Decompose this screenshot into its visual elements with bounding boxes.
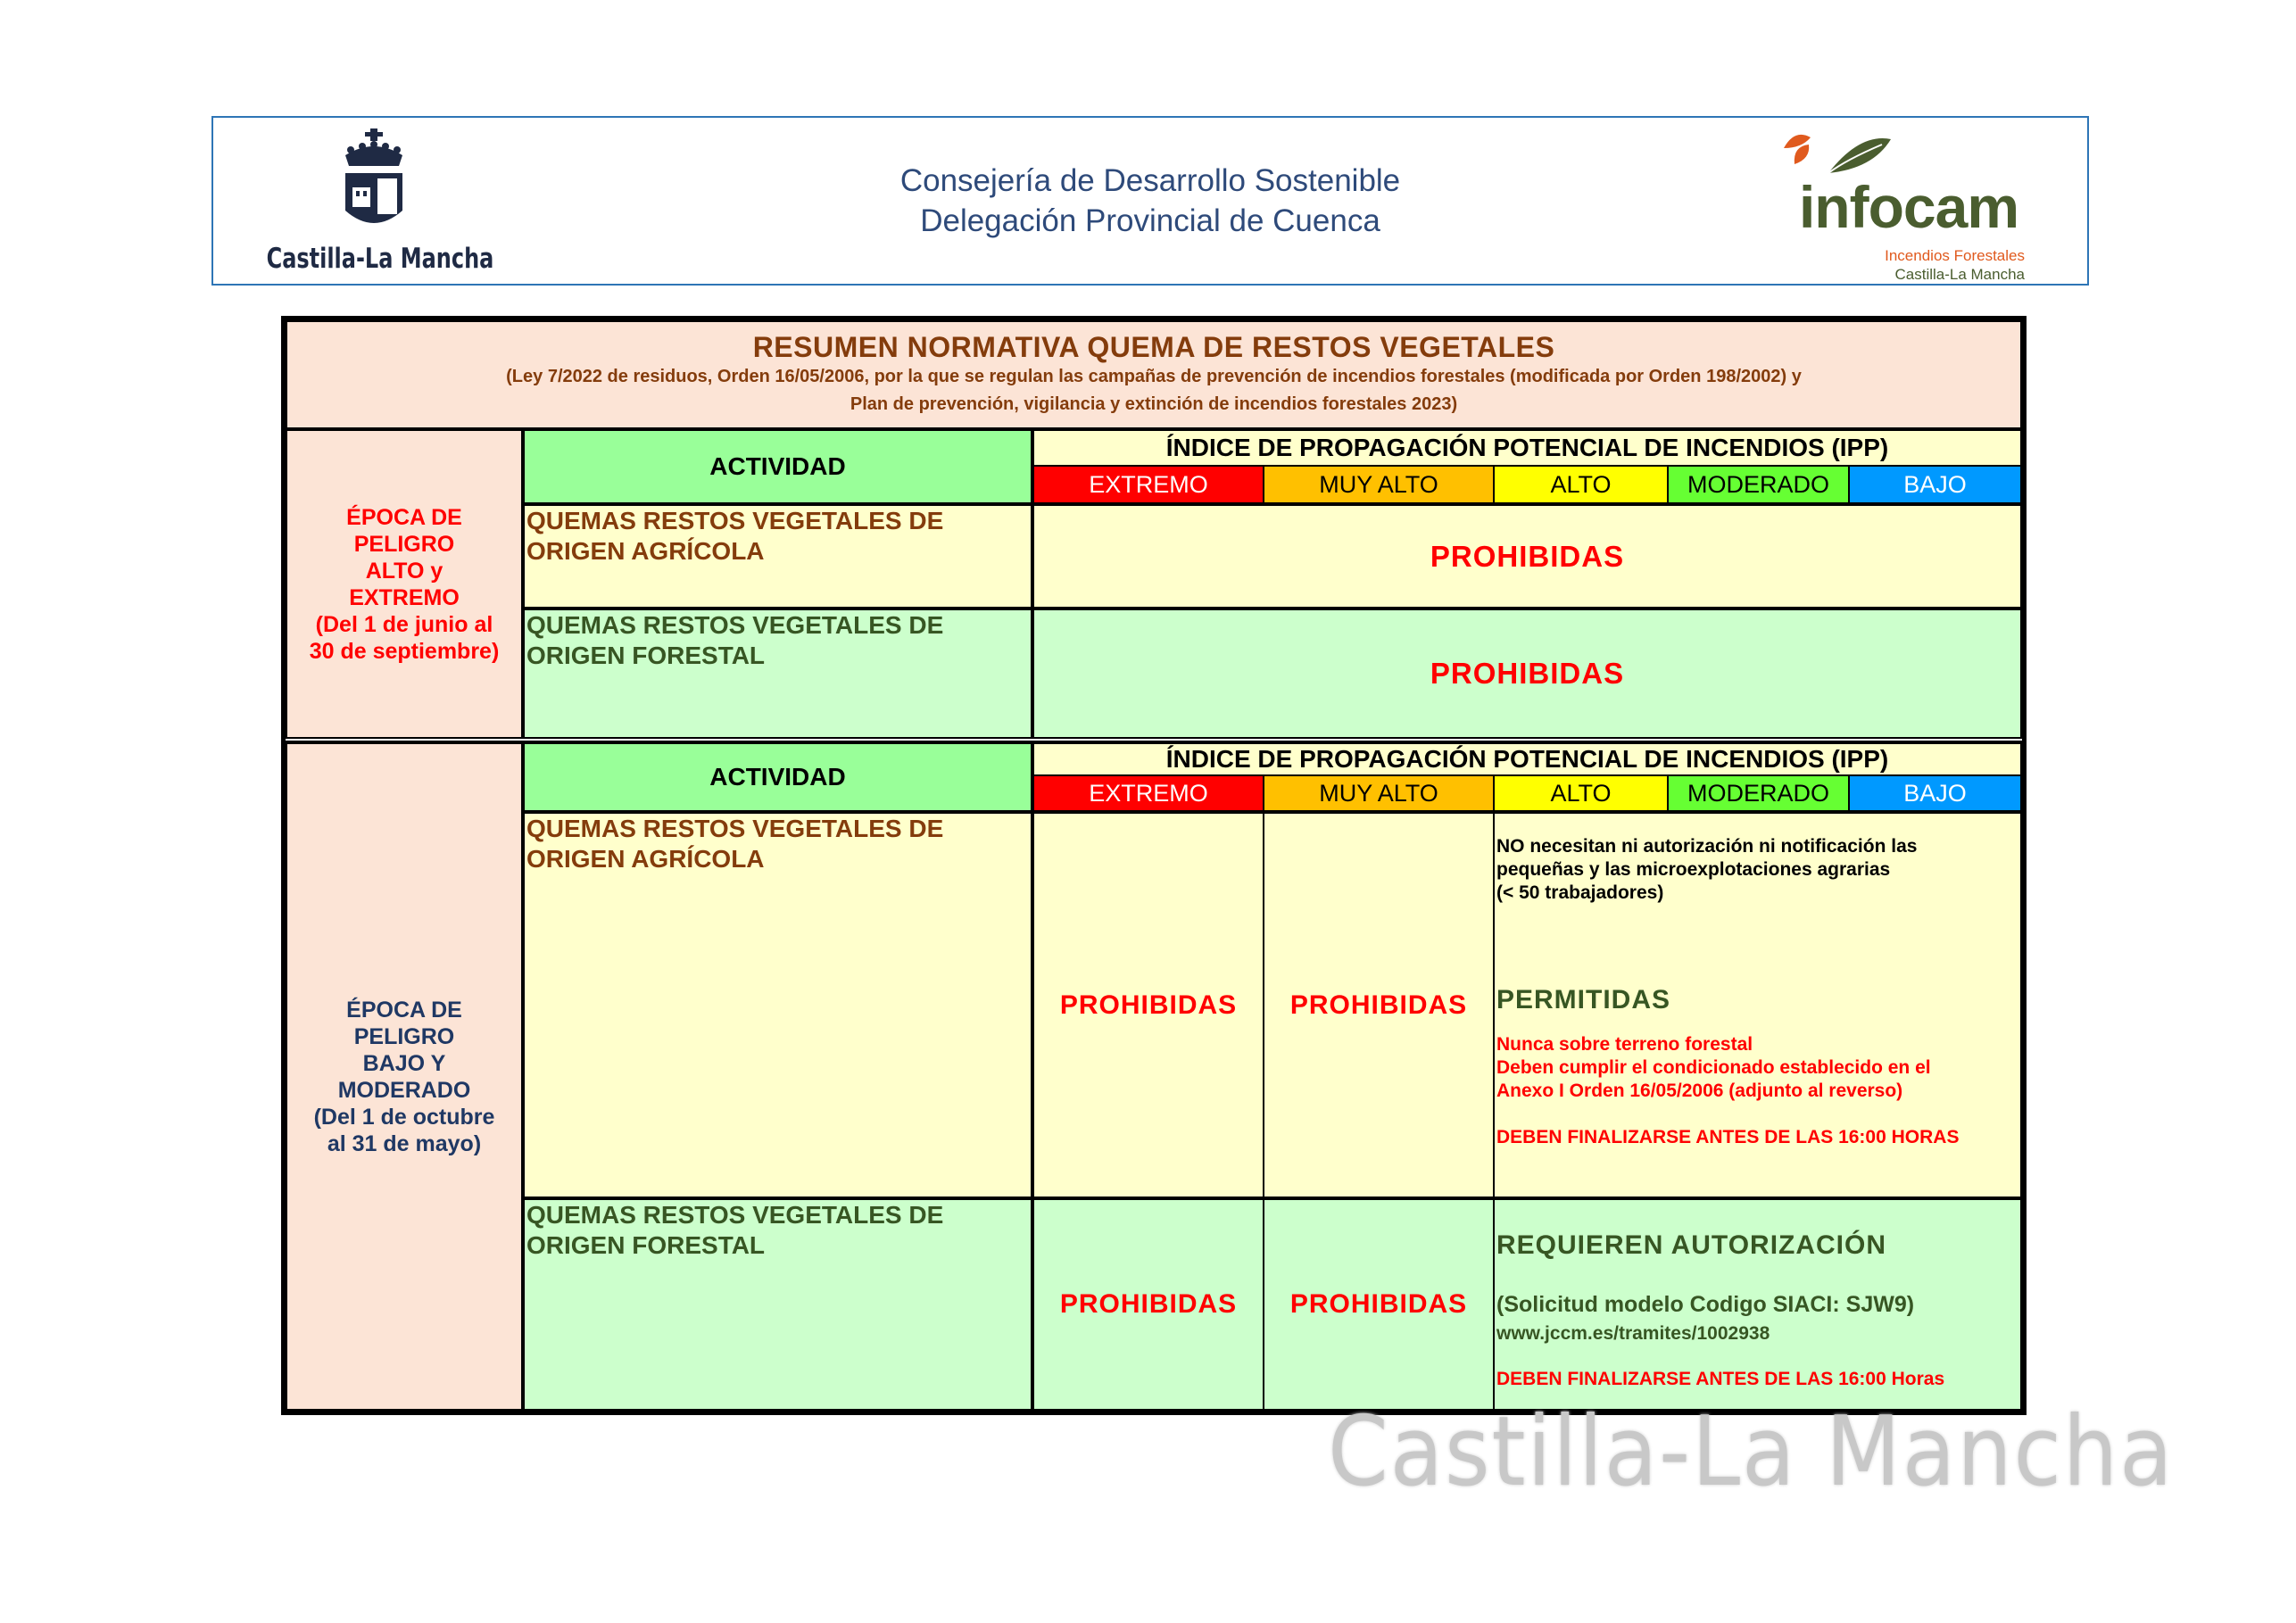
activity-label-line: ORIGEN AGRÍCOLA bbox=[526, 845, 765, 873]
ipp-header: ÍNDICE DE PROPAGACIÓN POTENCIAL DE INCENDIOS (IPP) bbox=[1032, 429, 2022, 467]
header-line-2: Delegación Provincial de Cuenca bbox=[920, 203, 1380, 238]
condition-line: Nunca sobre terreno forestal bbox=[1496, 1034, 1753, 1055]
level-extremo: EXTREMO bbox=[1032, 774, 1264, 812]
header-banner bbox=[211, 116, 2089, 286]
level-extremo: EXTREMO bbox=[1032, 465, 1264, 504]
activity-forestal-high bbox=[523, 609, 1032, 739]
table-subtitle-1: (Ley 7/2022 de residuos, Orden 16/05/2006, por la que se regulan las campañas de prevención de incendios forestales (modificada por Orden 198/2002) y bbox=[506, 367, 1802, 386]
level-moderado: MODERADO bbox=[1667, 465, 1850, 504]
period-high-line: ÉPOCA DE bbox=[346, 504, 462, 530]
level-muy-alto: MUY ALTO bbox=[1263, 465, 1495, 504]
forestal-low-conditions bbox=[1493, 1198, 2022, 1411]
activity-agricola-low bbox=[523, 812, 1032, 1198]
period-low-line: PELIGRO bbox=[353, 1023, 455, 1049]
level-moderado: MODERADO bbox=[1667, 774, 1850, 812]
period-low-line: MODERADO bbox=[337, 1077, 471, 1103]
level-muy-alto: MUY ALTO bbox=[1263, 774, 1495, 812]
status-prohibidas: PROHIBIDAS bbox=[1263, 812, 1495, 1198]
condition-line: Anexo I Orden 16/05/2006 (adjunto al reverso) bbox=[1496, 1081, 1903, 1101]
status-permitidas: PERMITIDAS bbox=[1496, 985, 1671, 1014]
period-low-line: (Del 1 de octubre bbox=[313, 1104, 495, 1130]
status-prohibidas: PROHIBIDAS bbox=[1032, 609, 2022, 739]
period-low-line: BAJO Y bbox=[362, 1050, 446, 1076]
level-bajo: BAJO bbox=[1848, 465, 2022, 504]
table-subtitle-2: Plan de prevención, vigilancia y extinción de incendios forestales 2023) bbox=[850, 394, 1458, 414]
infocam-logo-name: infocam bbox=[1798, 174, 2019, 240]
status-prohibidas: PROHIBIDAS bbox=[1032, 504, 2022, 609]
period-high-cell bbox=[286, 429, 523, 739]
regulation-table bbox=[281, 316, 2027, 1415]
no-auth-line: (< 50 trabajadores) bbox=[1496, 882, 1664, 903]
status-prohibidas: PROHIBIDAS bbox=[1032, 1198, 1264, 1411]
period-low-cell bbox=[286, 741, 523, 1411]
activity-header: ACTIVIDAD bbox=[523, 429, 1032, 504]
activity-label-line: QUEMAS RESTOS VEGETALES DE bbox=[526, 815, 944, 842]
period-low-line: al 31 de mayo) bbox=[327, 1130, 482, 1156]
activity-label-line: QUEMAS RESTOS VEGETALES DE bbox=[526, 611, 944, 639]
deadline-note: DEBEN FINALIZARSE ANTES DE LAS 16:00 HORAS bbox=[1496, 1127, 1960, 1147]
activity-header: ACTIVIDAD bbox=[523, 741, 1032, 812]
period-high-line: (Del 1 de junio al bbox=[315, 611, 493, 637]
agricola-low-conditions bbox=[1493, 812, 2022, 1198]
infocam-subtitle-1: Incendios Forestales bbox=[1885, 247, 2025, 264]
status-prohibidas: PROHIBIDAS bbox=[1032, 812, 1264, 1198]
jccm-logo-name: Castilla-La Mancha bbox=[266, 243, 494, 275]
activity-label-line: QUEMAS RESTOS VEGETALES DE bbox=[526, 507, 944, 534]
activity-agricola-high bbox=[523, 504, 1032, 609]
table-title: RESUMEN NORMATIVA QUEMA DE RESTOS VEGETALES bbox=[752, 331, 1555, 363]
header-line-1: Consejería de Desarrollo Sostenible bbox=[899, 163, 1401, 198]
activity-forestal-low bbox=[523, 1198, 1032, 1411]
no-auth-line: pequeñas y las microexplotaciones agrarias bbox=[1496, 859, 1891, 880]
table-title-cell bbox=[286, 320, 2022, 429]
period-high-line: EXTREMO bbox=[349, 584, 460, 610]
infocam-subtitle-2: Castilla-La Mancha bbox=[1894, 266, 2025, 283]
period-low-line: ÉPOCA DE bbox=[346, 997, 462, 1023]
watermark: Castilla-La Mancha bbox=[1328, 1396, 2175, 1508]
period-high-line: 30 de septiembre) bbox=[309, 638, 500, 664]
tramites-url: www.jccm.es/tramites/1002938 bbox=[1496, 1323, 1770, 1344]
activity-label-line: ORIGEN AGRÍCOLA bbox=[526, 537, 765, 565]
deadline-note: DEBEN FINALIZARSE ANTES DE LAS 16:00 Horas bbox=[1496, 1369, 1945, 1389]
activity-label-line: ORIGEN FORESTAL bbox=[526, 642, 766, 669]
activity-label-line: ORIGEN FORESTAL bbox=[526, 1231, 766, 1259]
period-high-line: ALTO y bbox=[365, 558, 443, 584]
condition-line: Deben cumplir el condicionado establecido en el bbox=[1496, 1057, 1931, 1078]
status-requieren-autorizacion: REQUIEREN AUTORIZACIÓN bbox=[1496, 1230, 1887, 1260]
infocam-logo bbox=[1775, 128, 2043, 283]
activity-label-line: QUEMAS RESTOS VEGETALES DE bbox=[526, 1201, 944, 1229]
level-bajo: BAJO bbox=[1848, 774, 2022, 812]
level-alto: ALTO bbox=[1493, 465, 1669, 504]
no-auth-line: NO necesitan ni autorización ni notificación las bbox=[1496, 836, 1918, 857]
ipp-header: ÍNDICE DE PROPAGACIÓN POTENCIAL DE INCENDIOS (IPP) bbox=[1032, 741, 2022, 776]
status-prohibidas: PROHIBIDAS bbox=[1263, 1198, 1495, 1411]
solicitud-note: (Solicitud modelo Codigo SIACI: SJW9) bbox=[1496, 1292, 1915, 1317]
level-alto: ALTO bbox=[1493, 774, 1669, 812]
period-high-line: PELIGRO bbox=[353, 531, 455, 557]
